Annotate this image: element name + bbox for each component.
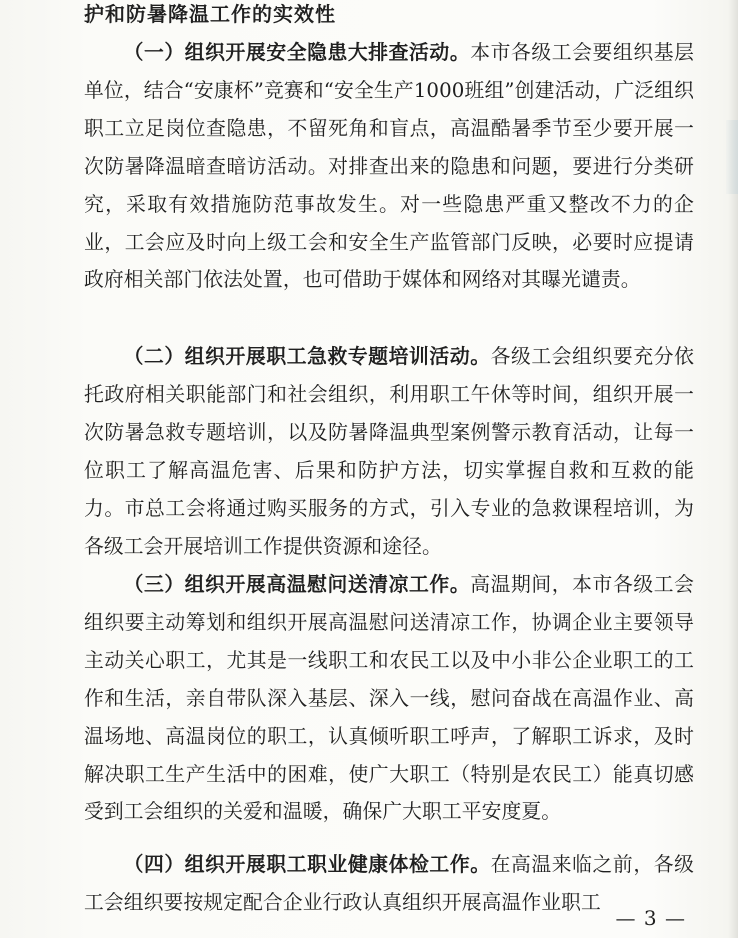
paragraph-lead-heat-condolence: （三）组织开展高温慰问送清凉工作。 <box>123 572 471 596</box>
paragraph-health-checkup <box>84 846 694 922</box>
paragraph-body-first-aid-training: 各级工会组织要充分依托政府相关职能部门和社会组织，利用职工午休等时间，组织开展一次防暑急救专题培训，以及防暑降温典型案例警示教育活动，让每一位职工了解高温危害、后果和防护方法，切实掌握自救和互救的能力。市总工会将通过购买服务的方式，引入专业的急救课程培训，为各级工会开展培训工作提供资源和途径。 <box>84 345 694 558</box>
paragraph-heat-condolence <box>84 566 694 831</box>
side-edge-tab <box>726 120 738 194</box>
paragraph-first-aid-training <box>84 338 694 565</box>
paragraph-lead-health-checkup: （四）组织开展职工职业健康体检工作。 <box>123 852 491 876</box>
paragraph-hazard-inspection <box>84 34 694 299</box>
paragraph-body-health-checkup: 在高温来临之前，各级工会组织要按规定配合企业行政认真组织开展高温作业职工 <box>84 853 694 914</box>
paragraph-body-heat-condolence: 高温期间，本市各级工会组织要主动筹划和组织开展高温慰问送清凉工作，协调企业主要领导主动关心职工，尤其是一线职工和农民工以及中小非公企业职工的工作和生活，亲自带队深入基层、深入一线，慰问奋战在高温作业、高温场地、高温岗位的职工，认真倾听职工呼声，了解职工诉求，及时解决职工生产生活中的困难，使广大职工（特别是农民工）能真切感受到工会组织的关爱和温暖，确保广大职工平安度夏。 <box>84 573 694 824</box>
paragraph-body-hazard-inspection: 本市各级工会要组织基层单位，结合“安康杯”竞赛和“安全生产1000班组”创建活动，广泛组织职工立足岗位查隐患，不留死角和盲点，高温酷暑季节至少要开展一次防暑降温暗查暗访活动。对排查出来的隐患和问题，要进行分类研究，采取有效措施防范事故发生。对一些隐患严重又整改不力的企业，工会应及时向上级工会和安全生产监管部门反映，必要时应提请政府相关部门依法处置，也可借助于媒体和网络对其曝光谴责。 <box>84 41 694 292</box>
paragraph-lead-first-aid-training: （二）组织开展职工急救专题培训活动。 <box>123 344 491 368</box>
section-heading-fragment: 护和防暑降温工作的实效性 <box>84 2 336 26</box>
paragraph-lead-hazard-inspection: （一）组织开展安全隐患大排查活动。 <box>123 40 471 64</box>
page-number: — 3 — <box>615 906 686 930</box>
